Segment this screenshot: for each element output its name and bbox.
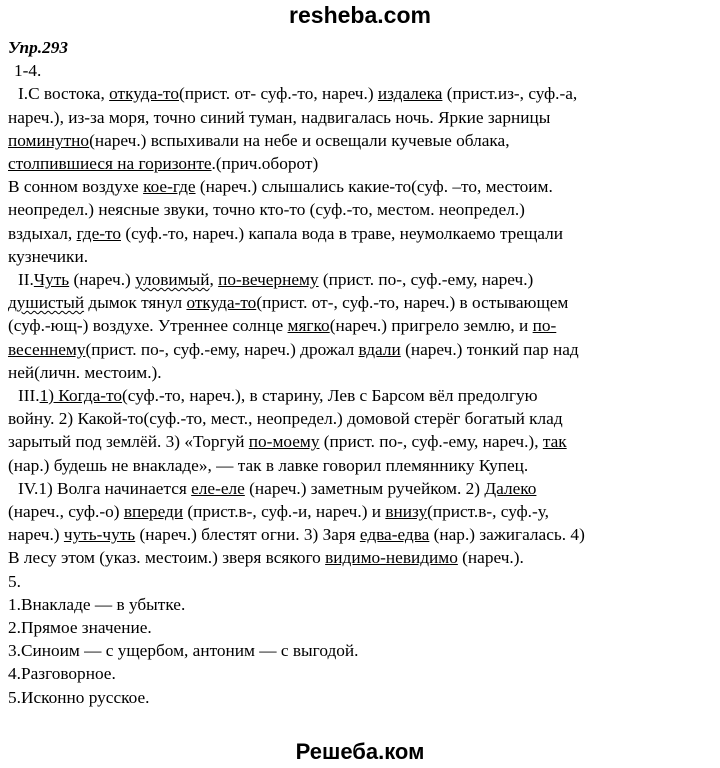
- text-line: [8, 361, 712, 384]
- text-line: [8, 546, 712, 569]
- text-segment: .(прич.оборот): [211, 154, 319, 174]
- text-line: [8, 686, 712, 709]
- wavy-underlined-word: уловимый: [135, 270, 210, 290]
- text-segment: В лесу этом (указ. местоим.) зверя всякого: [8, 548, 326, 568]
- text-segment: (прист. по-, суф.-ему, нареч.): [318, 270, 534, 290]
- text-line: [8, 268, 712, 291]
- text-line: [8, 106, 712, 129]
- text-segment: (нареч.) слышались какие-то(суф. –то, местоим.: [195, 177, 553, 197]
- text-line: [8, 523, 712, 546]
- underlined-word: мягко: [287, 316, 330, 336]
- text-segment: 1.Внакладе — в убытке.: [8, 594, 186, 614]
- text-segment: (нареч.).: [457, 548, 524, 568]
- text-line: [8, 477, 712, 500]
- site-footer: Решеба.ком: [295, 739, 425, 764]
- text-line: [8, 129, 712, 152]
- text-segment: (нареч.): [69, 270, 136, 290]
- text-line: [8, 175, 712, 198]
- underlined-word: столпившиеся на горизонте: [8, 154, 212, 174]
- text-line: [8, 407, 712, 430]
- site-header: resheba.com: [289, 2, 431, 28]
- text-segment: 4.Разговорное.: [8, 664, 116, 684]
- underlined-word: внизу: [385, 502, 428, 522]
- underlined-word: поминутно: [8, 130, 90, 150]
- text-line: [8, 616, 712, 639]
- text-line: [8, 222, 712, 245]
- text-line: [8, 570, 712, 593]
- underlined-word: Чуть: [33, 270, 70, 290]
- text-line: [8, 291, 712, 314]
- text-segment: 1-4.: [14, 61, 42, 81]
- text-segment: (нар.) зажигалась. 4): [429, 525, 585, 545]
- text-segment: 3.Синоим — с ущербом, антоним — с выгодой.: [8, 641, 359, 661]
- text-segment: (нар.) будешь не внакладе», — так в лавке говорил племяннику Купец.: [8, 455, 529, 475]
- text-segment: II.: [18, 270, 34, 290]
- underlined-word: издалека: [377, 84, 443, 104]
- text-line: [8, 152, 712, 175]
- underlined-word: Далеко: [484, 478, 537, 498]
- text-segment: (прист.в-, суф.-у,: [427, 502, 549, 522]
- text-line: [8, 662, 712, 685]
- text-segment: 2.Прямое значение.: [8, 618, 152, 638]
- underlined-word: вдали: [358, 339, 401, 359]
- text-segment: (нареч.) пригрело землю, и: [329, 316, 533, 336]
- text-segment: (нареч.) блестят огни. 3) Заря: [135, 525, 360, 545]
- text-line: [8, 198, 712, 221]
- text-segment: (прист.из-, суф.-а,: [442, 84, 578, 104]
- exercise-text: [8, 59, 712, 709]
- underlined-word: кое-где: [143, 177, 196, 197]
- text-segment: вздыхал,: [8, 223, 77, 243]
- text-line: [8, 245, 712, 268]
- text-segment: (суф.-то, нареч.), в старину, Лев с Барсом вёл предолгую: [122, 386, 538, 406]
- text-line: [8, 59, 712, 82]
- underlined-word: по-: [532, 316, 557, 336]
- text-segment: зарытый под землёй. 3) «Торгуй: [8, 432, 249, 452]
- text-segment: (прист. от-, суф.-то, нареч.) в остывающем: [256, 293, 569, 313]
- text-segment: (прист. по-, суф.-ему, нареч.) дрожал: [85, 339, 359, 359]
- text-segment: 5.Исконно русское.: [8, 687, 150, 707]
- text-segment: (прист. по-, суф.-ему, нареч.),: [319, 432, 543, 452]
- text-segment: (нареч.) тонкий пар над: [400, 339, 579, 359]
- text-line: [8, 593, 712, 616]
- underlined-word: откуда-то: [186, 293, 257, 313]
- underlined-word: видимо-невидимо: [325, 548, 458, 568]
- text-segment: III.: [18, 386, 40, 406]
- wavy-underlined-word: душистый: [8, 293, 85, 313]
- text-segment: ,: [209, 270, 219, 290]
- text-segment: кузнечики.: [8, 246, 89, 266]
- text-segment: войну. 2) Какой-то(суф.-то, мест., неопредел.) домовой стерёг богатый клад: [8, 409, 563, 429]
- text-segment: неопредел.) неясные звуки, точно кто-то (суф.-то, местом. неопредел.): [8, 200, 525, 220]
- underlined-word: чуть-чуть: [63, 525, 136, 545]
- text-segment: (суф.-ющ-) воздухе. Утреннее солнце: [8, 316, 288, 336]
- text-segment: дымок тянул: [84, 293, 187, 313]
- text-line: [8, 384, 712, 407]
- text-segment: В сонном воздухе: [8, 177, 144, 197]
- text-line: [8, 430, 712, 453]
- text-segment: нареч.): [8, 525, 64, 545]
- underlined-word: еле-еле: [191, 478, 245, 498]
- text-segment: (прист. от- суф.-то, нареч.): [178, 84, 378, 104]
- underlined-word: так: [542, 432, 567, 452]
- text-segment: нареч.), из-за моря, точно синий туман, надвигалась ночь. Яркие зарницы: [8, 107, 551, 127]
- underlined-word: впереди: [123, 502, 184, 522]
- text-line: [8, 639, 712, 662]
- text-line: [8, 500, 712, 523]
- underlined-word: весеннему: [8, 339, 86, 359]
- text-segment: ней(личн. местоим.).: [8, 362, 162, 382]
- text-line: [8, 82, 712, 105]
- underlined-word: 1) Когда-то: [39, 386, 123, 406]
- underlined-word: по-вечернему: [218, 270, 319, 290]
- text-segment: (нареч.) заметным ручейком. 2): [244, 478, 485, 498]
- text-segment: IV.1) Волга начинается: [18, 478, 192, 498]
- text-line: [8, 338, 712, 361]
- underlined-word: по-моему: [248, 432, 320, 452]
- underlined-word: откуда-то: [109, 84, 179, 104]
- text-segment: (суф.-то, нареч.) капала вода в траве, неумолкаемо трещали: [121, 223, 563, 243]
- text-segment: 5.: [8, 571, 21, 591]
- exercise-title: Упр.293: [8, 38, 69, 57]
- text-segment: (нареч.) вспыхивали на небе и освещали кучевые облака,: [89, 130, 510, 150]
- underlined-word: где-то: [76, 223, 121, 243]
- text-line: [8, 314, 712, 337]
- text-line: [8, 454, 712, 477]
- text-segment: I.С востока,: [18, 84, 110, 104]
- text-segment: (прист.в-, суф.-и, нареч.) и: [183, 502, 386, 522]
- underlined-word: едва-едва: [359, 525, 430, 545]
- exercise-content: [8, 36, 712, 709]
- text-segment: (нареч., суф.-о): [8, 502, 124, 522]
